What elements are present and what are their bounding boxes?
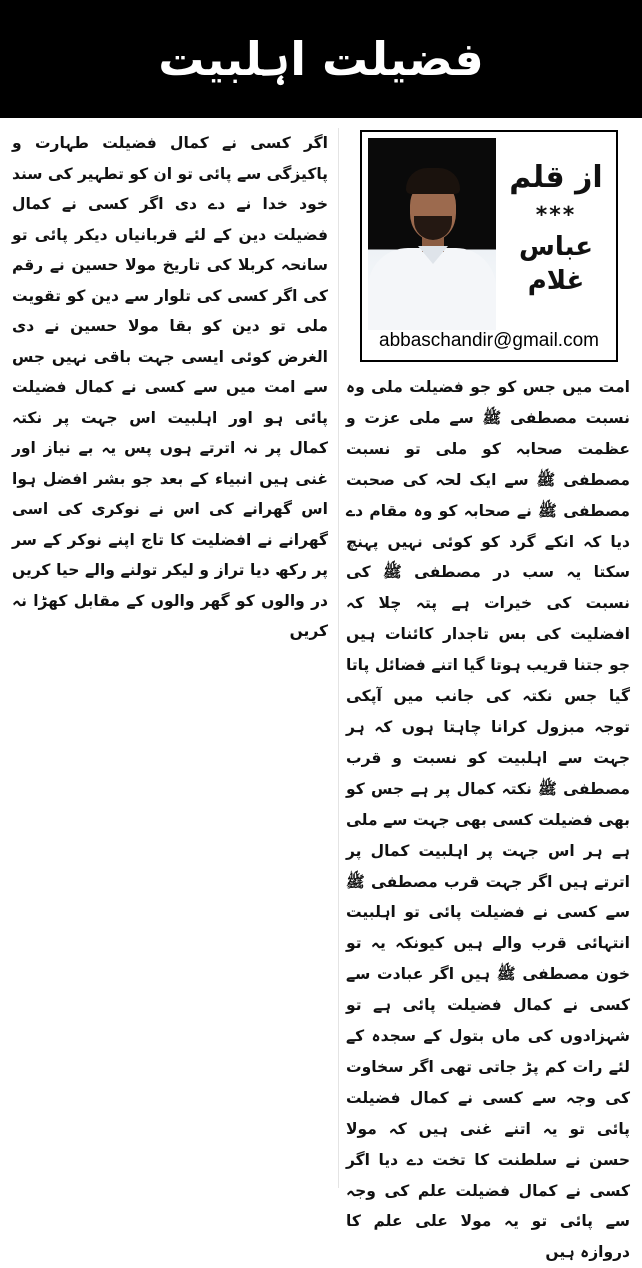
title-banner (0, 0, 642, 118)
byline-stars: *** (535, 203, 577, 228)
byline-box (360, 130, 618, 362)
column-divider (338, 128, 339, 1188)
author-name-line1: عباس (518, 232, 593, 262)
byline-text (500, 138, 612, 330)
column-name: از قلم (509, 160, 603, 195)
article-title: فضیلت اہلبیت (158, 32, 484, 86)
author-photo (368, 138, 496, 330)
article-column-left (12, 128, 328, 688)
article-text-left: اگر کسی نے کمال فضیلت طہارت و پاکیزگی سے پائی تو ان کو تطہیر کی سند خود خدا نے دے دی اگر کسی نے کمال فضیلت دین کے لئے قربانیاں دیکر پائی تو سانحہ کربلا کی تاریخ مولا حسین نے رقم کی اگر کسی کی تلوار سے دین کو تقویت ملی تو دین کو بقا مولا حسین نے دی الغرض کوئی ایسی جہت باقی نہیں جس سے امت میں سے کسی نے کمال فضیلت پائی ہو اور اہلبیت اس جہت پر نکتہ کمال پر نہ اترتے ہوں پس یہ بے نیاز اور غنی ہیں انبیاء کے بعد جو بشر افضل ہوا اس گھرانے کی اس نے نوکری کی اسی گھرانے نے افضلیت کا تاج اپنے نوکر کے سر پر رکھ دیا تراز و لیکر تولنے والے حیا کریں در والوں کو گھر والوں کے مقابل کھڑا نہ کریں (12, 134, 328, 640)
article-column-right (346, 372, 630, 1262)
author-email: abbaschandir@gmail.com (379, 330, 599, 351)
article-text-right: امت میں جس کو جو فضیلت ملی وہ نسبت مصطفی ﷺ سے ملی عزت و عظمت صحابہ کو ملی تو نسبت مصطفی ﷺ سے ایک لحہ کی صحبت مصطفی ﷺ نے صحابہ کو وہ مقام دے دیا کہ انکے گرد کو کوئی نہیں پہنچ سکتا یہ سب در مصطفی ﷺ کی نسبت کی خیرات ہے پتہ چلا کہ افضلیت کی بس تاجدار کائنات ہیں جو جتنا قریب ہوتا گیا اتنے فضائل پاتا گیا جس نکتہ کی جانب میں آپکی توجہ مبزول کرانا چاہتا ہوں کہ ہر جہت سے اہلبیت کو نسبت و قرب مصطفی ﷺ نکتہ کمال پر ہے جس کو بھی فضیلت کسی بھی جہت سے ملی ہے ہر اس جہت پر اہلبیت کمال پر اترتے ہیں اگر جہت قرب مصطفی ﷺ سے کسی نے فضیلت پائی تو اہلبیت انتہائی قرب والے ہیں کیونکہ یہ تو خون مصطفی ﷺ ہیں اگر عبادت سے کسی نے کمال فضیلت پائی ہے تو شہزادوں کی ماں بتول کے سجدہ کے لئے رات کم پڑ جاتی تھی اگر سخاوت کی وجہ سے کسی نے کمال فضیلت پائی تو یہ اتنے غنی ہیں کہ مولا حسن نے سلطنت کا تخت دے دیا اگر کسی نے کمال فضیلت علم کی وجہ سے پائی تو یہ مولا علی علم کا دروازہ ہیں (346, 378, 630, 1262)
author-name-line2: غلام (527, 266, 585, 296)
